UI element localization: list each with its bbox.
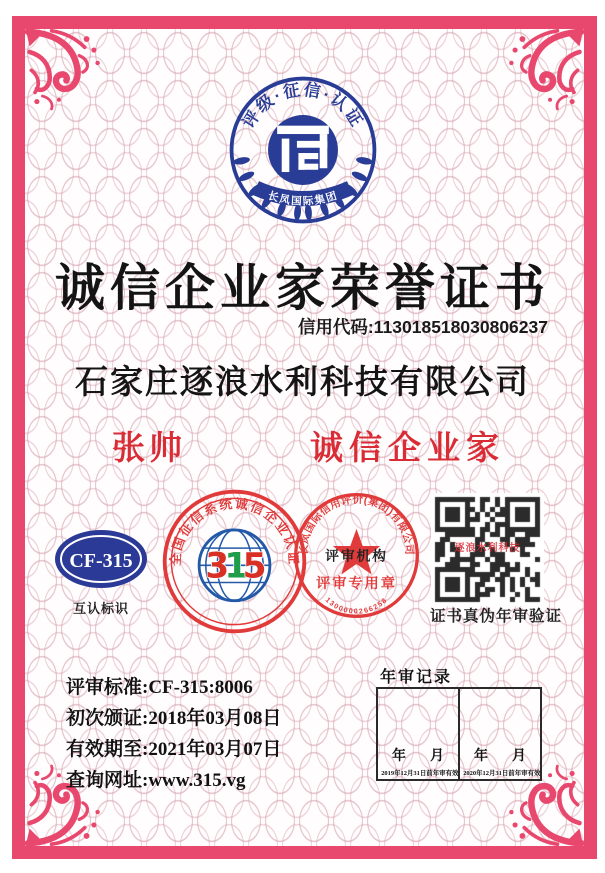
annual-review-cell-2019 [378, 689, 458, 779]
credit-code: 信用代码:113018518030806237 [297, 317, 548, 337]
cf315-badge-icon [53, 528, 149, 590]
annual-review-box [376, 687, 542, 781]
honoree-row [0, 422, 605, 466]
assessor-arc-text: 长凤国际信用评价(集团)有限公司 [298, 494, 415, 556]
month-label: 月 [512, 749, 526, 764]
qr-code [431, 493, 544, 606]
assessor-stamp-icon [290, 489, 423, 622]
seal-315-icon [158, 485, 311, 638]
detail-line-standard: 评审标准:CF-315:8006 [66, 677, 253, 698]
person-name: 张帅 [112, 429, 186, 466]
honor-title: 诚信企业家 [310, 429, 505, 466]
detail-block [66, 672, 281, 796]
credit-emblem-icon [227, 74, 379, 226]
seal-315-digit: 3 [205, 546, 230, 587]
certificate-title: 诚信企业家荣誉证书 [55, 260, 550, 316]
company-name: 石家庄逐浪水利科技有限公司 [75, 363, 530, 400]
detail-line-website: 查询网址:www.315.vg [66, 770, 246, 791]
cf315-label: CF-315 [69, 550, 133, 572]
qr-caption: 证书真伪年审验证 [430, 608, 563, 625]
annual-review-label: 年审记录 [380, 669, 453, 686]
emblem-banner-text: 长凤国际集团 [266, 189, 340, 208]
detail-line-valid-until: 有效期至:2021年03月07日 [66, 739, 282, 760]
qr-overlay-text: 逐浪水利科技 [454, 543, 521, 554]
review-note: 2019年12月31日前年审有效 [381, 769, 459, 777]
seal-315-digit: 5 [242, 546, 267, 587]
emblem-arc-text: 评级·征信·认证 [238, 79, 368, 132]
seal-315-digit: 1 [224, 546, 249, 587]
cf315-caption: 互认标识 [73, 601, 130, 616]
month-label: 月 [430, 749, 444, 764]
annual-review-cell-2020 [458, 689, 540, 779]
assessor-stamp-text: 评审专用章 [316, 575, 397, 592]
seal-315-arc-text: 全国征信系统诚信企业认证 [167, 495, 302, 567]
assessor-center-text: 评审机构 [325, 548, 388, 564]
year-label: 年 [474, 749, 488, 764]
detail-line-first-issue: 初次颁证:2018年03月08日 [66, 708, 282, 729]
year-label: 年 [392, 749, 406, 764]
review-note: 2020年12月31日前年审有效 [463, 769, 541, 777]
assessor-serial: 1300000266258 [323, 595, 390, 616]
